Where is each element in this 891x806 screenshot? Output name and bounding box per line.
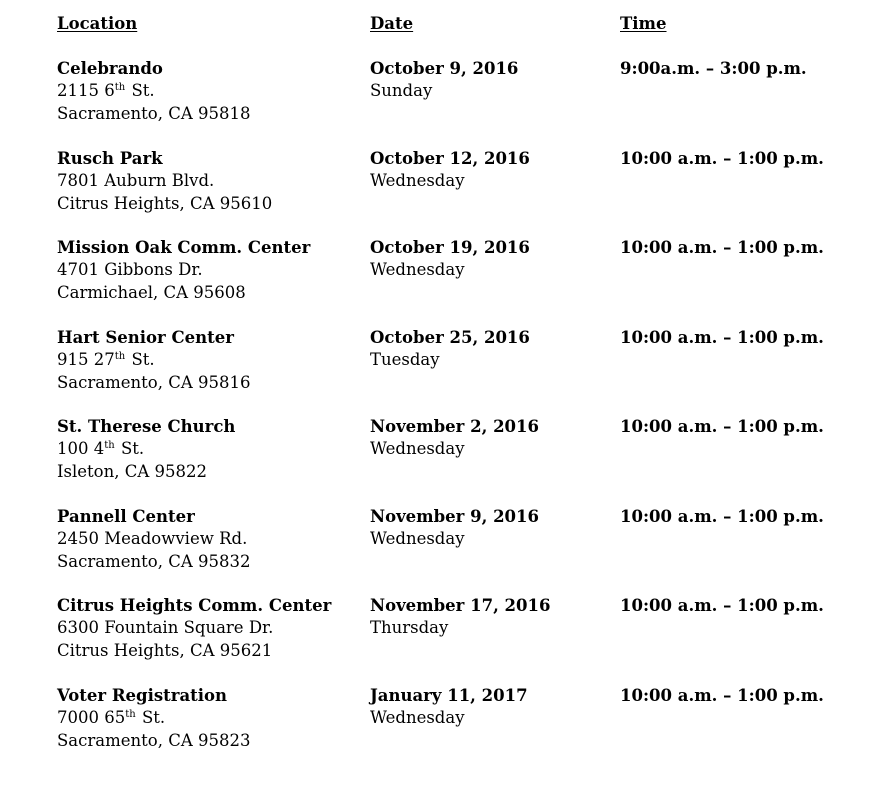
location-city: Carmichael, CA 95608 — [57, 282, 246, 302]
date-cell — [370, 327, 530, 372]
event-weekday: Wednesday — [370, 439, 465, 459]
header-time: Time — [620, 14, 667, 33]
street-number: 7801 Auburn Blvd. — [57, 171, 215, 191]
street-type: St. — [126, 81, 155, 101]
street-number: 6300 Fountain Square Dr. — [57, 618, 274, 638]
date-cell — [370, 148, 530, 193]
schedule-entry — [0, 416, 891, 486]
date-cell — [370, 685, 528, 730]
location-name: Mission Oak Comm. Center — [57, 238, 311, 257]
location-cell — [57, 416, 235, 483]
location-name: St. Therese Church — [57, 417, 236, 436]
location-street — [57, 80, 250, 102]
event-date: November 9, 2016 — [370, 507, 539, 526]
event-time: 10:00 a.m. – 1:00 p.m. — [620, 238, 824, 257]
location-cell — [57, 327, 250, 394]
street-suffix: th — [114, 82, 126, 94]
location-street — [57, 617, 331, 639]
time-cell — [620, 685, 824, 707]
event-date: October 12, 2016 — [370, 149, 530, 168]
time-cell — [620, 58, 807, 80]
street-type: St. — [115, 439, 145, 459]
event-date: October 25, 2016 — [370, 328, 530, 347]
time-cell — [620, 327, 824, 349]
event-weekday: Tuesday — [370, 350, 440, 370]
street-type: St. — [126, 350, 155, 370]
date-cell — [370, 506, 539, 551]
time-cell — [620, 148, 824, 170]
schedule-entry — [0, 506, 891, 576]
location-city: Sacramento, CA 95816 — [57, 372, 251, 392]
location-city: Sacramento, CA 95818 — [57, 103, 251, 123]
location-cell — [57, 595, 331, 662]
street-number: 2450 Meadowview Rd. — [57, 529, 248, 549]
location-city: Isleton, CA 95822 — [57, 461, 207, 481]
location-city: Citrus Heights, CA 95610 — [57, 193, 273, 213]
event-weekday: Wednesday — [370, 171, 465, 191]
location-street — [57, 707, 250, 729]
date-cell — [370, 237, 530, 282]
event-weekday: Wednesday — [370, 529, 465, 549]
event-time: 10:00 a.m. – 1:00 p.m. — [620, 149, 824, 168]
schedule-entry — [0, 595, 891, 665]
header-date: Date — [370, 14, 414, 33]
street-number: 100 4 — [57, 439, 105, 459]
street-suffix: th — [125, 709, 136, 721]
table-header — [0, 13, 891, 37]
street-suffix: th — [114, 351, 126, 363]
schedule-entry — [0, 327, 891, 397]
event-time: 10:00 a.m. – 1:00 p.m. — [620, 417, 824, 436]
location-street — [57, 438, 235, 460]
location-city: Sacramento, CA 95832 — [57, 551, 251, 571]
location-name: Hart Senior Center — [57, 328, 234, 347]
location-name: Celebrando — [57, 59, 163, 78]
event-time: 10:00 a.m. – 1:00 p.m. — [620, 507, 824, 526]
event-date: November 2, 2016 — [370, 417, 539, 436]
location-name: Voter Registration — [57, 686, 228, 705]
event-weekday: Thursday — [370, 618, 449, 638]
location-street — [57, 259, 310, 281]
location-name: Pannell Center — [57, 507, 195, 526]
street-number: 4701 Gibbons Dr. — [57, 260, 203, 280]
event-time: 10:00 a.m. – 1:00 p.m. — [620, 328, 824, 347]
location-cell — [57, 148, 272, 215]
event-time: 9:00a.m. – 3:00 p.m. — [620, 59, 807, 78]
location-cell — [57, 506, 250, 573]
time-cell — [620, 595, 824, 617]
street-number: 2115 6 — [57, 81, 115, 101]
location-city: Citrus Heights, CA 95621 — [57, 640, 273, 660]
location-street — [57, 349, 250, 371]
event-weekday: Wednesday — [370, 708, 465, 728]
event-weekday: Sunday — [370, 81, 433, 101]
time-cell — [620, 237, 824, 259]
location-street — [57, 528, 250, 550]
event-date: January 11, 2017 — [370, 686, 528, 705]
date-cell — [370, 595, 550, 640]
location-street — [57, 170, 272, 192]
time-cell — [620, 506, 824, 528]
event-weekday: Wednesday — [370, 260, 465, 280]
street-number: 915 27 — [57, 350, 115, 370]
street-suffix: th — [104, 440, 115, 452]
time-cell — [620, 416, 824, 438]
schedule-entry — [0, 685, 891, 755]
date-cell — [370, 416, 539, 461]
date-cell — [370, 58, 518, 103]
event-date: November 17, 2016 — [370, 596, 551, 615]
location-cell — [57, 685, 250, 752]
schedule-entry — [0, 148, 891, 218]
street-type: St. — [136, 708, 166, 728]
street-number: 7000 65 — [57, 708, 126, 728]
event-time: 10:00 a.m. – 1:00 p.m. — [620, 686, 824, 705]
location-name: Rusch Park — [57, 149, 163, 168]
schedule-entry — [0, 237, 891, 307]
header-location: Location — [57, 14, 138, 33]
location-cell — [57, 58, 250, 125]
location-cell — [57, 237, 310, 304]
event-time: 10:00 a.m. – 1:00 p.m. — [620, 596, 824, 615]
location-city: Sacramento, CA 95823 — [57, 730, 251, 750]
schedule-entry — [0, 58, 891, 128]
event-date: October 9, 2016 — [370, 59, 519, 78]
event-date: October 19, 2016 — [370, 238, 530, 257]
location-name: Citrus Heights Comm. Center — [57, 596, 332, 615]
